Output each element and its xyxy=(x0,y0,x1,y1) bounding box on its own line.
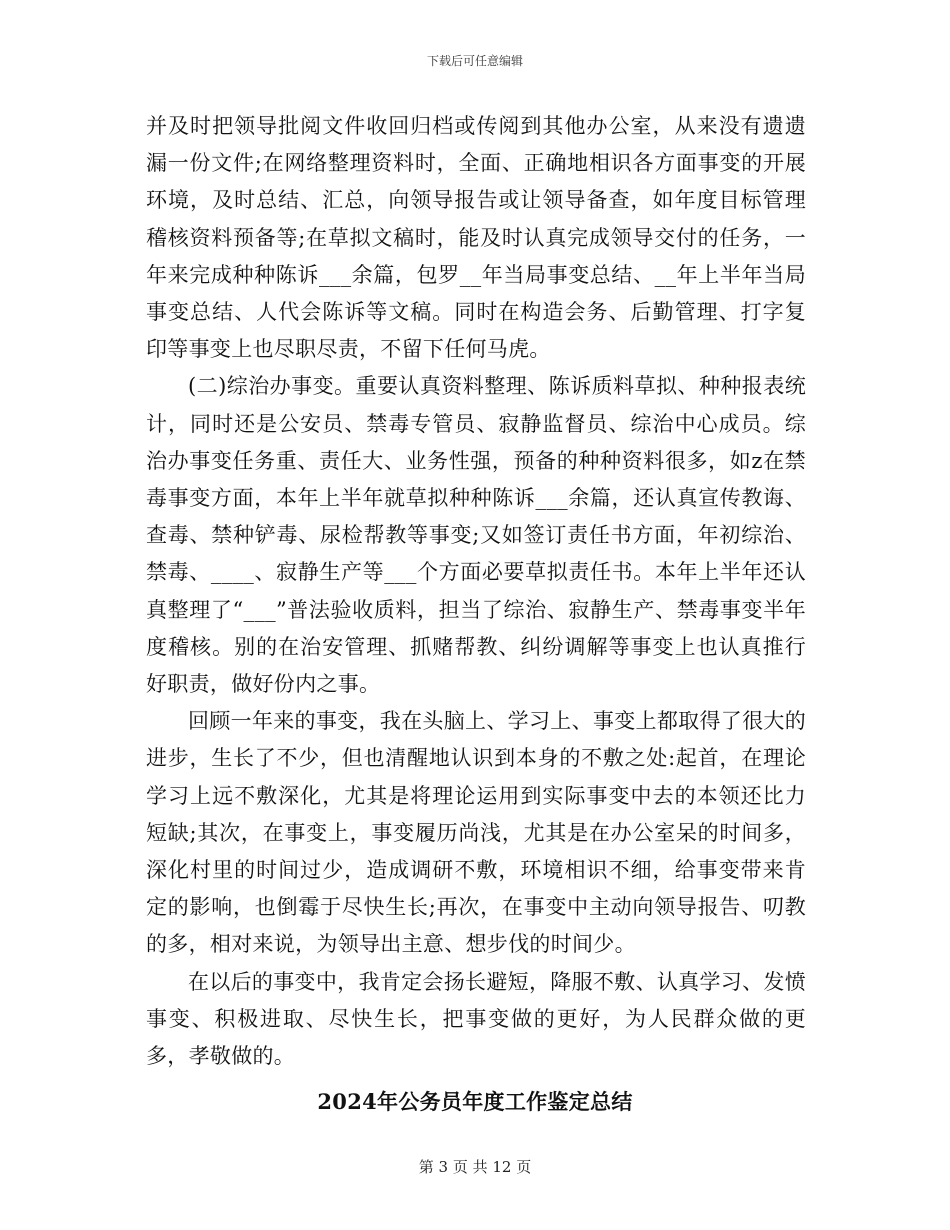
paragraph-1: 并及时把领导批阅文件收回归档或传阅到其他办公室，从来没有遗遗漏一份文件;在网络整理资料时，全面、正确地相识各方面事变的开展环境，及时总结、汇总，向领导报告或让领导备查，如年度目标管理稽核资料预备等;在草拟文稿时，能及时认真完成领导交付的任务，一年来完成种种陈诉___余篇，包罗__年当局事变总结、__年上半年当局事变总结、人代会陈诉等文稿。同时在构造会务、后勤管理、打字复印等事变上也尽职尽责，不留下任何马虎。 xyxy=(146,114,806,362)
paragraph-2: (二)综治办事变。重要认真资料整理、陈诉质料草拟、种种报表统计，同时还是公安员、禁毒专管员、寂静监督员、综治中心成员。综治办事变任务重、责任大、业务性强，预备的种种资料很多，如z在禁毒事变方面，本年上半年就草拟种种陈诉___余篇，还认真宣传教诲、查毒、禁种铲毒、尿检帮教等事变;又如签订责任书方面，年初综治、禁毒、____、寂静生产等___个方面必要草拟责任书。本年上半年还认真整理了“___”普法验收质料，担当了综治、寂静生产、禁毒事变半年度稽核。别的在治安管理、抓赌帮教、纠纷调解等事变上也认真推行好职责，做好份内之事。 xyxy=(146,374,806,697)
page-number: 第 3 页 共 12 页 xyxy=(418,1158,532,1176)
paragraph-4: 在以后的事变中，我肯定会扬长避短，降服不敷、认真学习、发愤事变、积极进取、尽快生长，把事变做的更好，为人民群众做的更多，孝敬做的。 xyxy=(146,969,806,1069)
section-title: 2024年公务员年度工作鉴定总结 xyxy=(317,1089,633,1114)
paragraph-3: 回顾一年来的事变，我在头脑上、学习上、事变上都取得了很大的进步，生长了不少，但也清醒地认识到本身的不敷之处:起首，在理论学习上远不敷深化，尤其是将理论运用到实际事变中去的本领还比力短缺;其次，在事变上，事变履历尚浅，尤其是在办公室呆的时间多，深化村里的时间过少，造成调研不敷，环境相识不细，给事变带来肯定的影响，也倒霉于尽快生长;再次，在事变中主动向领导报告、叨教的多，相对来说，为领导出主意、想步伐的时间少。 xyxy=(146,709,806,957)
page-header-note: 下载后可任意编辑 xyxy=(426,54,523,68)
document-body xyxy=(146,108,806,1075)
